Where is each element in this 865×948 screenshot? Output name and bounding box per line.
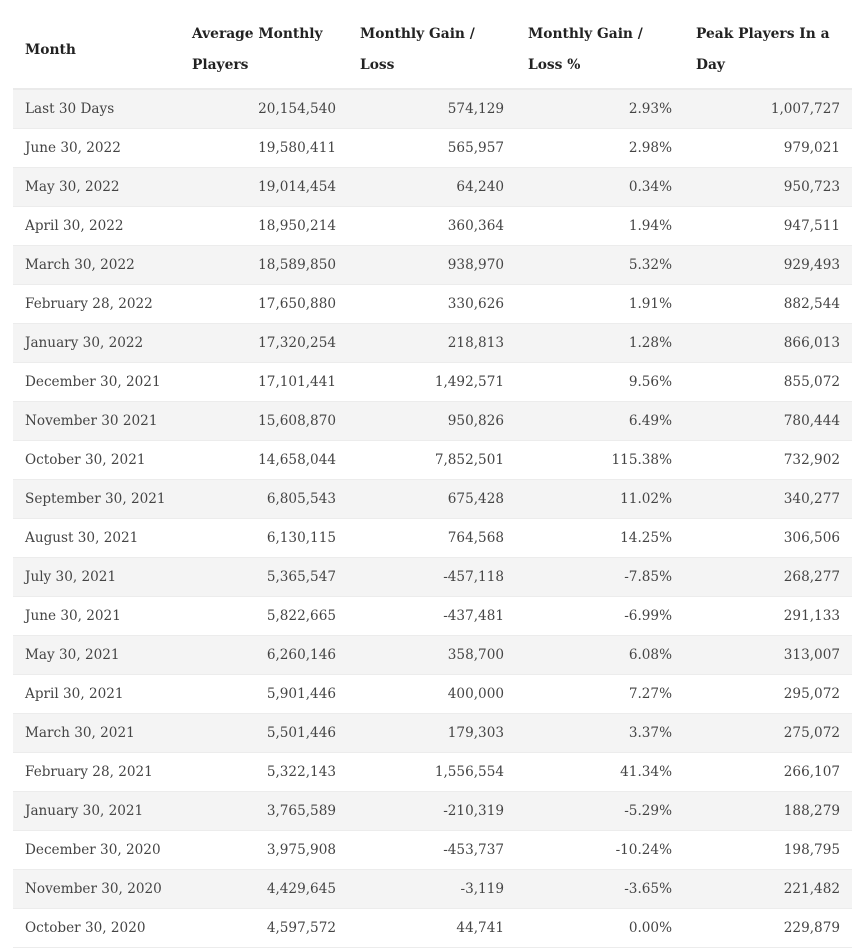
- cell-month: December 30, 2021: [13, 363, 180, 402]
- cell-gain-loss-percent: -7.85%: [516, 558, 684, 597]
- table-row: [13, 831, 852, 870]
- table-row: [13, 558, 852, 597]
- table-row: [13, 792, 852, 831]
- cell-month: March 30, 2022: [13, 246, 180, 285]
- cell-average-players: 20,154,540: [180, 89, 348, 129]
- cell-month: April 30, 2021: [13, 675, 180, 714]
- table-row: [13, 129, 852, 168]
- cell-month: August 30, 2021: [13, 519, 180, 558]
- cell-gain-loss: 179,303: [348, 714, 516, 753]
- cell-peak-players: 291,133: [684, 597, 852, 636]
- cell-gain-loss: 64,240: [348, 168, 516, 207]
- header-average-monthly-players: Average Monthly Players: [180, 12, 348, 89]
- cell-month: October 30, 2020: [13, 909, 180, 948]
- cell-gain-loss-percent: 2.98%: [516, 129, 684, 168]
- cell-gain-loss-percent: -10.24%: [516, 831, 684, 870]
- cell-average-players: 15,608,870: [180, 402, 348, 441]
- cell-peak-players: 313,007: [684, 636, 852, 675]
- table-row: [13, 597, 852, 636]
- table-row: [13, 753, 852, 792]
- cell-gain-loss: -210,319: [348, 792, 516, 831]
- cell-gain-loss: 1,556,554: [348, 753, 516, 792]
- cell-gain-loss: 7,852,501: [348, 441, 516, 480]
- cell-peak-players: 306,506: [684, 519, 852, 558]
- cell-gain-loss: 44,741: [348, 909, 516, 948]
- cell-gain-loss-percent: 115.38%: [516, 441, 684, 480]
- cell-gain-loss-percent: 1.94%: [516, 207, 684, 246]
- cell-gain-loss-percent: 5.32%: [516, 246, 684, 285]
- table-row: [13, 441, 852, 480]
- cell-peak-players: 275,072: [684, 714, 852, 753]
- cell-gain-loss: 950,826: [348, 402, 516, 441]
- cell-month: December 30, 2020: [13, 831, 180, 870]
- cell-gain-loss-percent: 1.91%: [516, 285, 684, 324]
- table-row: [13, 675, 852, 714]
- cell-gain-loss-percent: 3.37%: [516, 714, 684, 753]
- cell-gain-loss: 574,129: [348, 89, 516, 129]
- cell-gain-loss-percent: 9.56%: [516, 363, 684, 402]
- cell-peak-players: 780,444: [684, 402, 852, 441]
- cell-month: November 30, 2020: [13, 870, 180, 909]
- table-row: [13, 402, 852, 441]
- cell-peak-players: 866,013: [684, 324, 852, 363]
- cell-average-players: 4,429,645: [180, 870, 348, 909]
- cell-gain-loss-percent: -6.99%: [516, 597, 684, 636]
- cell-peak-players: 947,511: [684, 207, 852, 246]
- cell-peak-players: 295,072: [684, 675, 852, 714]
- cell-average-players: 4,597,572: [180, 909, 348, 948]
- cell-average-players: 5,501,446: [180, 714, 348, 753]
- table-row: [13, 89, 852, 129]
- cell-peak-players: 221,482: [684, 870, 852, 909]
- cell-average-players: 19,580,411: [180, 129, 348, 168]
- cell-average-players: 19,014,454: [180, 168, 348, 207]
- cell-gain-loss: -457,118: [348, 558, 516, 597]
- cell-month: Last 30 Days: [13, 89, 180, 129]
- cell-gain-loss: 1,492,571: [348, 363, 516, 402]
- cell-month: July 30, 2021: [13, 558, 180, 597]
- table-header: [13, 12, 852, 89]
- table-row: [13, 363, 852, 402]
- header-monthly-gain-loss: Monthly Gain / Loss: [348, 12, 516, 89]
- cell-gain-loss-percent: 41.34%: [516, 753, 684, 792]
- cell-gain-loss: 330,626: [348, 285, 516, 324]
- cell-peak-players: 188,279: [684, 792, 852, 831]
- cell-month: September 30, 2021: [13, 480, 180, 519]
- cell-gain-loss-percent: -5.29%: [516, 792, 684, 831]
- header-peak-players: Peak Players In a Day: [684, 12, 852, 89]
- cell-average-players: 5,365,547: [180, 558, 348, 597]
- cell-month: February 28, 2022: [13, 285, 180, 324]
- cell-average-players: 3,975,908: [180, 831, 348, 870]
- cell-month: June 30, 2021: [13, 597, 180, 636]
- cell-peak-players: 979,021: [684, 129, 852, 168]
- table-row: [13, 714, 852, 753]
- cell-average-players: 6,130,115: [180, 519, 348, 558]
- cell-month: November 30 2021: [13, 402, 180, 441]
- cell-gain-loss-percent: 0.00%: [516, 909, 684, 948]
- cell-peak-players: 198,795: [684, 831, 852, 870]
- cell-month: May 30, 2021: [13, 636, 180, 675]
- cell-month: March 30, 2021: [13, 714, 180, 753]
- cell-gain-loss: 360,364: [348, 207, 516, 246]
- cell-gain-loss: 358,700: [348, 636, 516, 675]
- cell-peak-players: 266,107: [684, 753, 852, 792]
- cell-average-players: 3,765,589: [180, 792, 348, 831]
- header-row: [13, 12, 852, 89]
- cell-gain-loss-percent: -3.65%: [516, 870, 684, 909]
- table-row: [13, 324, 852, 363]
- cell-gain-loss: 675,428: [348, 480, 516, 519]
- cell-average-players: 6,260,146: [180, 636, 348, 675]
- cell-peak-players: 229,879: [684, 909, 852, 948]
- cell-gain-loss-percent: 7.27%: [516, 675, 684, 714]
- cell-month: January 30, 2022: [13, 324, 180, 363]
- cell-peak-players: 882,544: [684, 285, 852, 324]
- cell-average-players: 17,650,880: [180, 285, 348, 324]
- cell-gain-loss-percent: 6.08%: [516, 636, 684, 675]
- table-row: [13, 480, 852, 519]
- player-stats-table: [13, 12, 852, 948]
- cell-gain-loss: -453,737: [348, 831, 516, 870]
- table-row: [13, 909, 852, 948]
- cell-peak-players: 268,277: [684, 558, 852, 597]
- table-row: [13, 519, 852, 558]
- cell-peak-players: 855,072: [684, 363, 852, 402]
- header-month: Month: [13, 12, 180, 89]
- table-row: [13, 285, 852, 324]
- cell-gain-loss: -437,481: [348, 597, 516, 636]
- cell-peak-players: 950,723: [684, 168, 852, 207]
- cell-gain-loss-percent: 11.02%: [516, 480, 684, 519]
- cell-gain-loss: 565,957: [348, 129, 516, 168]
- cell-average-players: 17,101,441: [180, 363, 348, 402]
- cell-peak-players: 1,007,727: [684, 89, 852, 129]
- cell-gain-loss: 400,000: [348, 675, 516, 714]
- table-row: [13, 168, 852, 207]
- cell-average-players: 17,320,254: [180, 324, 348, 363]
- cell-average-players: 18,589,850: [180, 246, 348, 285]
- table-body: [13, 89, 852, 948]
- cell-average-players: 5,322,143: [180, 753, 348, 792]
- cell-average-players: 6,805,543: [180, 480, 348, 519]
- cell-month: January 30, 2021: [13, 792, 180, 831]
- cell-gain-loss-percent: 14.25%: [516, 519, 684, 558]
- cell-average-players: 14,658,044: [180, 441, 348, 480]
- table-row: [13, 636, 852, 675]
- cell-gain-loss: 938,970: [348, 246, 516, 285]
- cell-average-players: 5,901,446: [180, 675, 348, 714]
- cell-month: April 30, 2022: [13, 207, 180, 246]
- cell-average-players: 5,822,665: [180, 597, 348, 636]
- cell-month: October 30, 2021: [13, 441, 180, 480]
- cell-gain-loss-percent: 0.34%: [516, 168, 684, 207]
- header-monthly-gain-loss-percent: Monthly Gain / Loss %: [516, 12, 684, 89]
- table-row: [13, 246, 852, 285]
- cell-month: June 30, 2022: [13, 129, 180, 168]
- cell-gain-loss-percent: 6.49%: [516, 402, 684, 441]
- cell-peak-players: 929,493: [684, 246, 852, 285]
- cell-gain-loss: -3,119: [348, 870, 516, 909]
- cell-peak-players: 732,902: [684, 441, 852, 480]
- table-row: [13, 870, 852, 909]
- cell-gain-loss-percent: 2.93%: [516, 89, 684, 129]
- cell-gain-loss: 218,813: [348, 324, 516, 363]
- table-row: [13, 207, 852, 246]
- cell-average-players: 18,950,214: [180, 207, 348, 246]
- cell-month: May 30, 2022: [13, 168, 180, 207]
- cell-month: February 28, 2021: [13, 753, 180, 792]
- cell-gain-loss-percent: 1.28%: [516, 324, 684, 363]
- cell-peak-players: 340,277: [684, 480, 852, 519]
- cell-gain-loss: 764,568: [348, 519, 516, 558]
